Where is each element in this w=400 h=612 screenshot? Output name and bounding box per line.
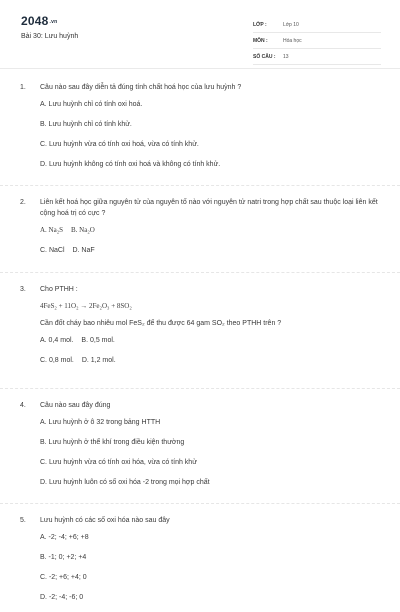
answer-option[interactable]: B. Lưu huỳnh ở thể khí trong điều kiện thường [40,439,185,446]
question-divider [0,272,400,273]
meta-row-class [253,17,381,33]
question-number: 3. [20,286,26,293]
site-logo[interactable]: 2048.vn [21,14,58,28]
question-5 [20,515,385,612]
meta-value: 13 [283,53,289,60]
answer-option[interactable]: A. 0,4 mol. [40,337,74,344]
answer-option[interactable]: D. Lưu huỳnh không có tính oxi hoá và không có tính khử. [40,161,221,168]
question-stem: Câu nào sau đây đúng [40,402,111,409]
meta-value: Lớp 10 [283,21,299,28]
question-divider [0,503,400,504]
answer-option[interactable]: C. 0,8 mol. [40,357,74,364]
question-stem-continued: Cần đốt cháy bao nhiêu mol FeS₂ để thu được 64 gam SO₂ theo PTHH trên ? [40,320,282,327]
question-divider [0,388,400,389]
question-number: 4. [20,402,26,409]
answer-option[interactable]: B. -1; 0; +2; +4 [40,554,87,561]
answer-option[interactable]: D. NaF [72,247,95,254]
question-3 [20,284,385,375]
answer-option[interactable]: A. Na₂S [40,226,64,234]
question-stem: Lưu huỳnh có các số oxi hóa nào sau đây [40,517,170,524]
answer-option[interactable]: A. Lưu huỳnh chỉ có tính oxi hoá. [40,101,143,108]
answer-option[interactable]: D. Lưu huỳnh luôn có số oxi hóa -2 trong mọi hợp chất [40,479,210,486]
answer-option[interactable]: B. 0,5 mol. [81,337,115,344]
meta-table [253,17,381,65]
question-4 [20,400,385,497]
question-stem: Cho PTHH : [40,286,78,293]
lesson-title: Bài 30: Lưu huỳnh [21,33,79,40]
answer-option[interactable]: D. 1,2 mol. [81,357,116,364]
chemical-equation: 4FeS₂ + 11O₂ → 2Fe₂O₃ + 8SO₂ [40,302,132,310]
answer-option[interactable]: A. Lưu huỳnh ở ô 32 trong bảng HTTH [40,419,161,426]
question-2 [20,197,385,265]
question-divider [0,185,400,186]
worksheet-header [0,0,400,64]
answer-option[interactable]: B. Lưu huỳnh chỉ có tính khử. [40,121,132,128]
answer-option[interactable]: C. -2; +6; +4; 0 [40,574,87,581]
question-number: 5. [20,517,26,524]
meta-key: SỐ CÂU : [253,53,276,60]
meta-key: LỚP : [253,21,267,28]
question-stem: Liên kết hoá học giữa nguyên tử của nguyên tố nào với nguyên tử natri trong hợp chất sau thuộc loại liên kết cộng hoá trị có cực ? [40,199,378,217]
header-divider [0,68,400,69]
meta-row-count [253,49,381,65]
answer-option[interactable]: A. -2; -4; +6; +8 [40,534,89,541]
answer-option[interactable]: D. -2; -4; -6; 0 [40,594,84,601]
question-number: 1. [20,84,26,91]
answer-option[interactable]: B. Na₂O [71,226,95,234]
meta-key: MÔN : [253,37,268,44]
question-1 [20,82,385,179]
answer-option[interactable]: C. NaCl [40,247,65,254]
meta-row-subject [253,33,381,49]
question-number: 2. [20,199,26,206]
answer-option[interactable]: C. Lưu huỳnh vừa có tính oxi hóa, vừa có tính khử [40,459,197,466]
question-stem: Câu nào sau đây diễn tả đúng tính chất hoá học của lưu huỳnh ? [40,84,242,91]
meta-value: Hóa học [283,37,302,44]
answer-option[interactable]: C. Lưu huỳnh vừa có tính oxi hoá, vừa có tính khử. [40,141,199,148]
